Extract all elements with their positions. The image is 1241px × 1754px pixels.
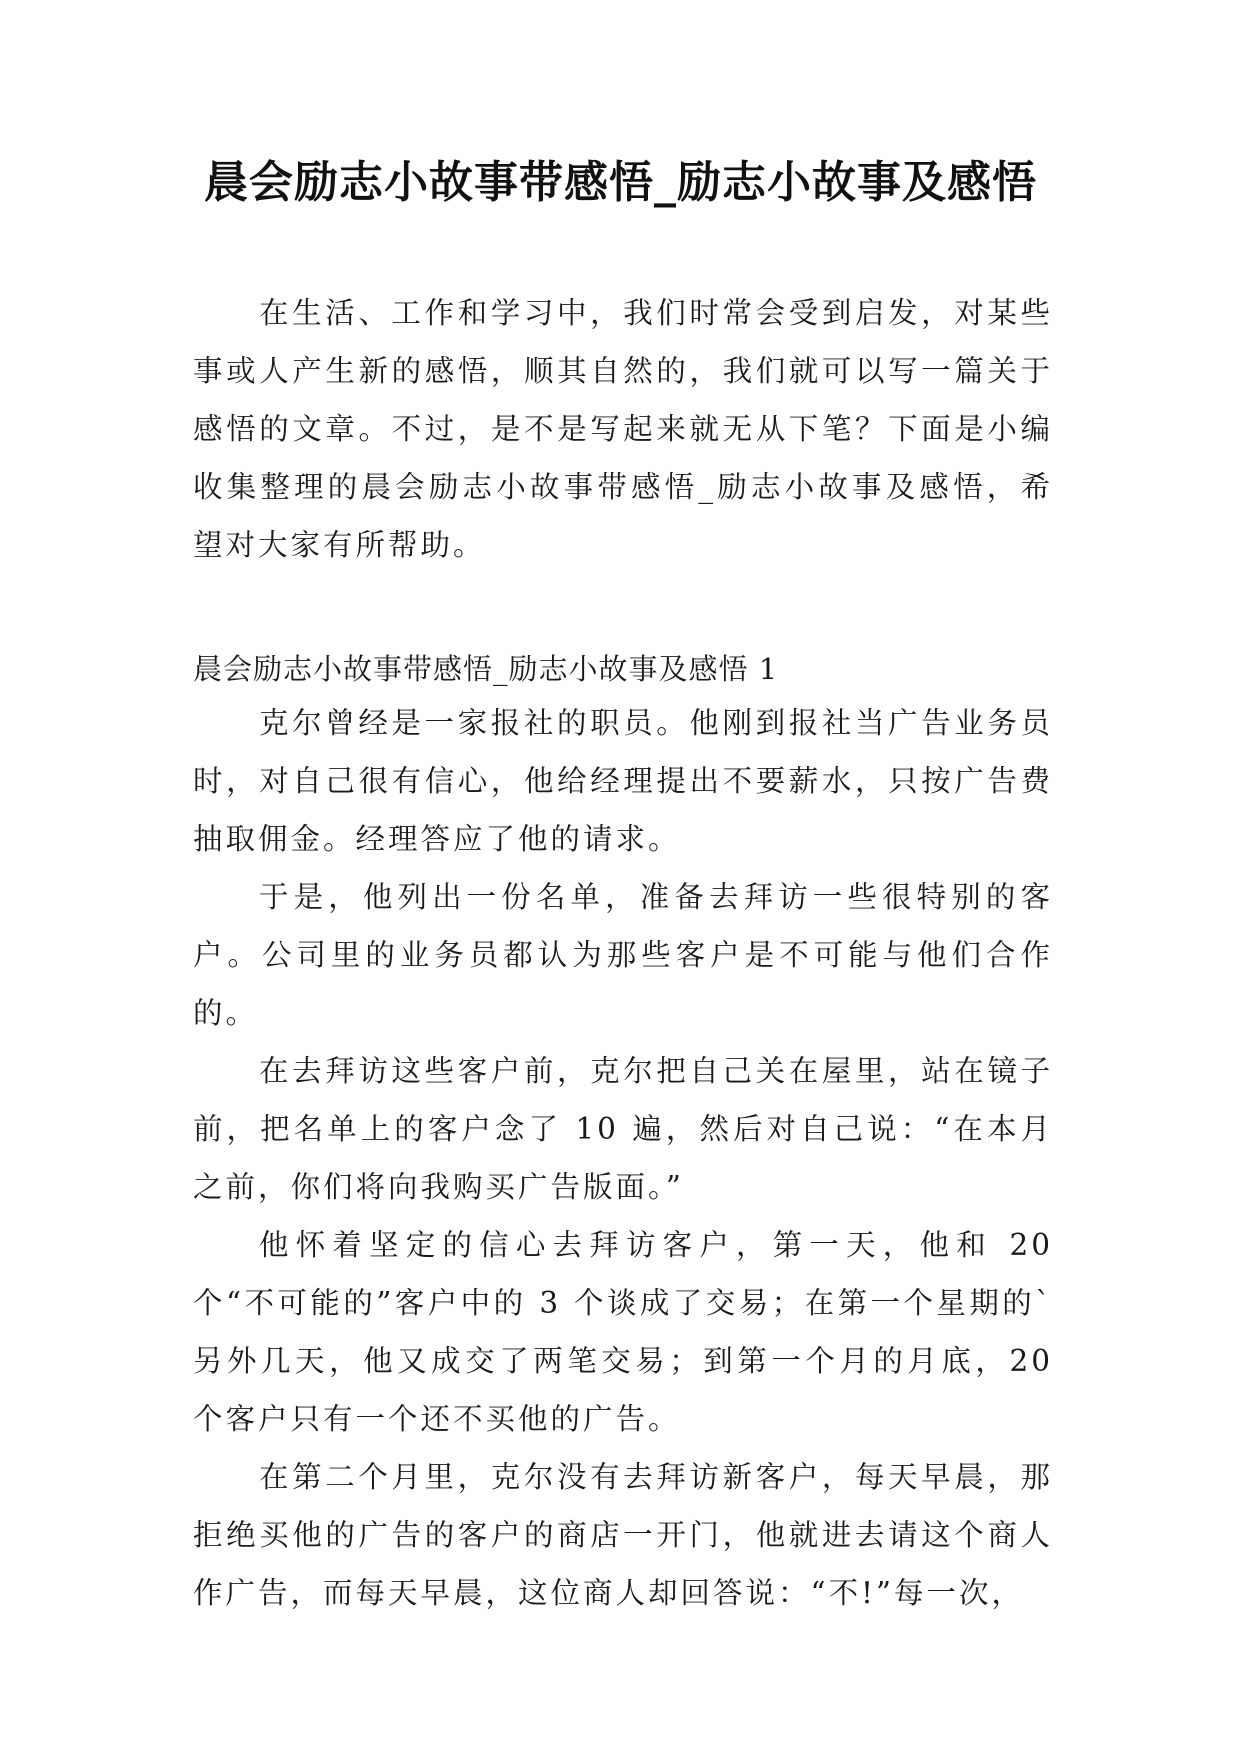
intro-section: [193, 284, 1053, 574]
story-paragraph-1: 克尔曾经是一家报社的职员。他刚到报社当广告业务员时，对自己很有信心，他给经理提出不要薪水，只按广告费抽取佣金。经理答应了他的请求。: [193, 706, 1053, 856]
story-paragraph-4: 他怀着坚定的信心去拜访客户，第一天，他和 20 个“不可能的”客户中的 3 个谈成了交易；在第一个星期的`另外几天，他又成交了两笔交易；到第一个月的月底，20 个客户只有一个还不买他的广告。: [193, 1228, 1053, 1436]
story-paragraph-2: 于是，他列出一份名单，准备去拜访一些很特别的客户。公司里的业务员都认为那些客户是不可能与他们合作的。: [193, 880, 1053, 1030]
intro-paragraph: 在生活、工作和学习中，我们时常会受到启发，对某些事或人产生新的感悟，顺其自然的，我们就可以写一篇关于感悟的文章。不过，是不是写起来就无从下笔？下面是小编收集整理的晨会励志小故事带感悟_励志小故事及感悟，希望对大家有所帮助。: [193, 296, 1053, 562]
document-title: 晨会励志小故事带感悟_励志小故事及感悟: [204, 157, 1037, 208]
story-paragraph-3: 在去拜访这些客户前，克尔把自己关在屋里，站在镜子前，把名单上的客户念了 10 遍，然后对自己说：“在本月之前，你们将向我购买广告版面。”: [193, 1054, 1053, 1204]
story-paragraph-5: 在第二个月里，克尔没有去拜访新客户，每天早晨，那拒绝买他的广告的客户的商店一开门，他就进去请这个商人作广告，而每天早晨，这位商人却回答说：“不!”每一次，: [193, 1460, 1053, 1610]
section-heading: 晨会励志小故事带感悟_励志小故事及感悟 1: [193, 652, 779, 686]
story-section: [193, 694, 1053, 1622]
